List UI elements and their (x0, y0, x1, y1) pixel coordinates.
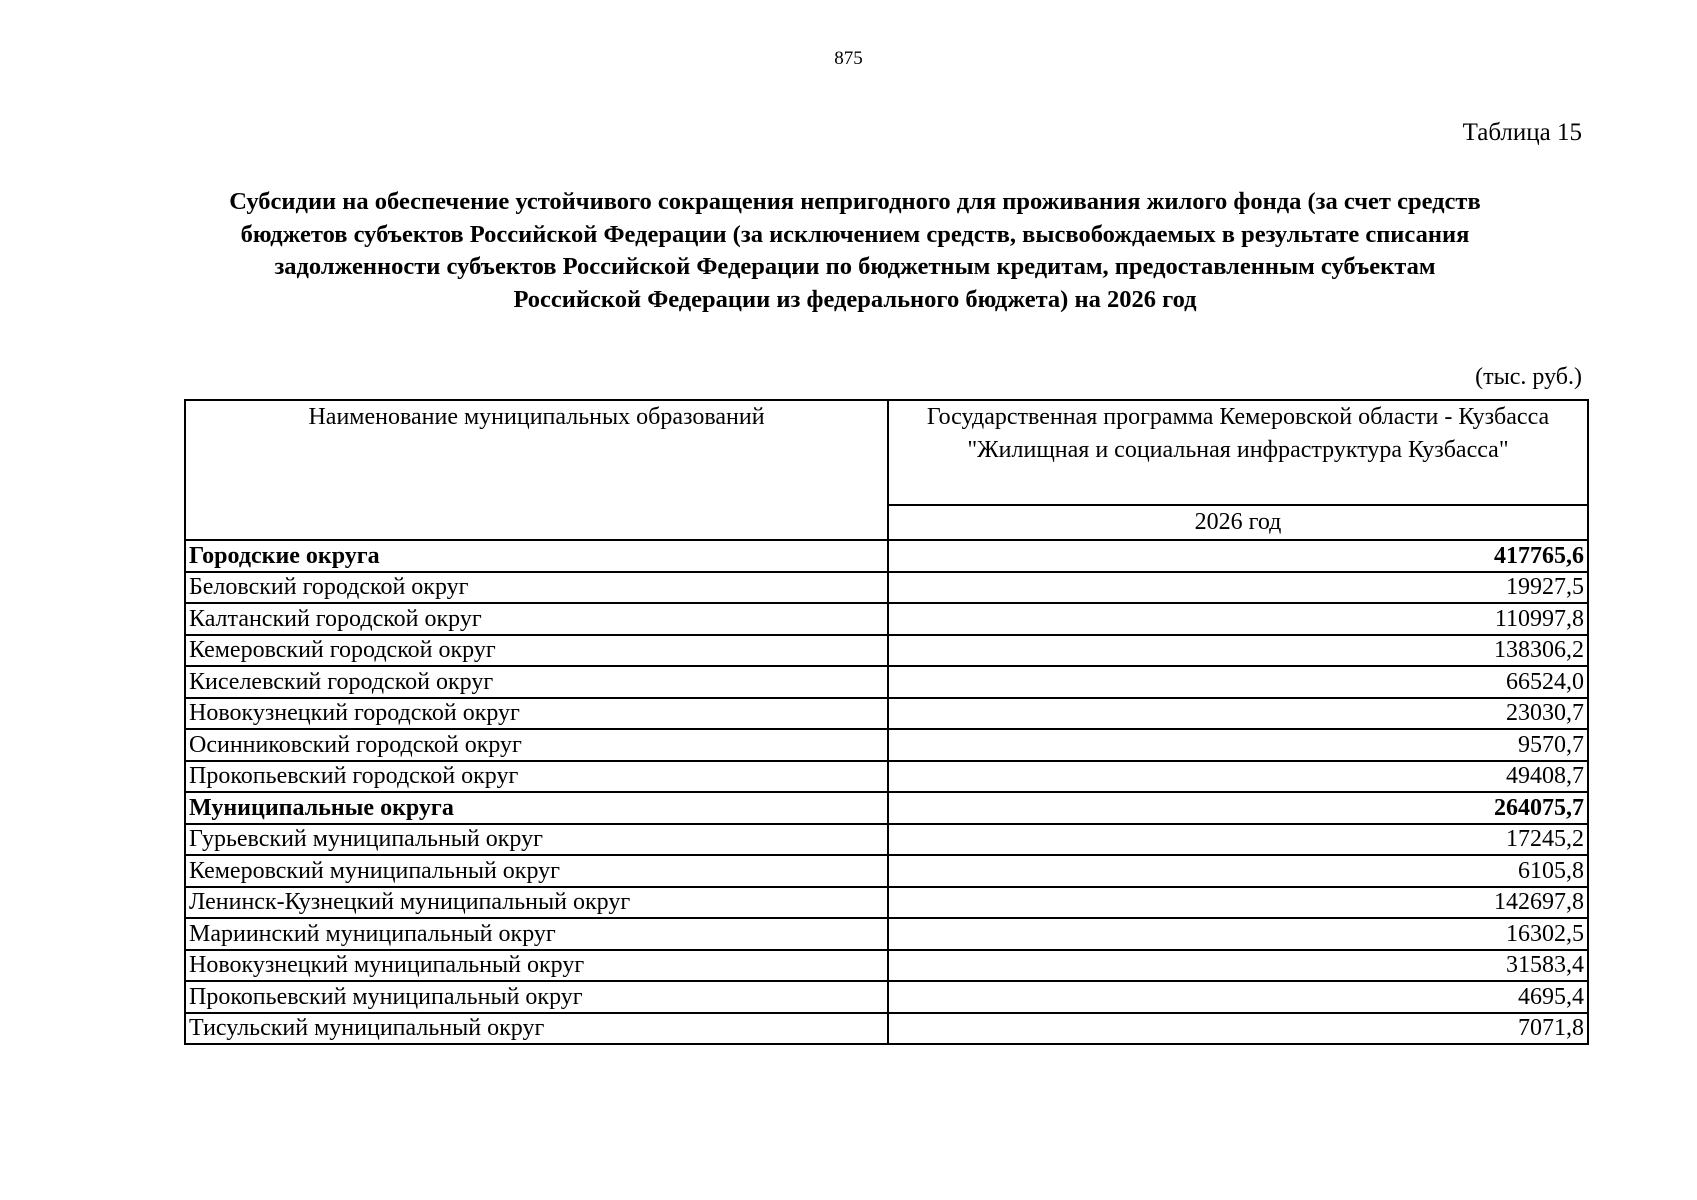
table-row (185, 603, 1588, 635)
municipality-name-cell: Осинниковский городской округ (185, 729, 888, 761)
header-program-line: "Жилищная и социальная инфраструктура Кузбасса" (967, 437, 1509, 463)
municipality-name-cell: Ленинск-Кузнецкий муниципальный округ (185, 887, 888, 919)
municipality-name-cell: Прокопьевский городской округ (185, 761, 888, 793)
table-row (185, 1013, 1588, 1045)
header-program (888, 400, 1588, 505)
municipality-name-cell: Киселевский городской округ (185, 666, 888, 698)
table-group-row (185, 792, 1588, 824)
subsidy-value-cell: 142697,8 (888, 887, 1588, 919)
subsidy-value-cell: 49408,7 (888, 761, 1588, 793)
header-year: 2026 год (888, 505, 1588, 540)
municipality-name-cell: Прокопьевский муниципальный округ (185, 981, 888, 1013)
subsidy-value-cell: 7071,8 (888, 1013, 1588, 1045)
table-group-row (185, 540, 1588, 572)
municipality-name-cell: Калтанский городской округ (185, 603, 888, 635)
municipality-name-cell: Муниципальные округа (185, 792, 888, 824)
subsidy-value-cell: 4695,4 (888, 981, 1588, 1013)
table-label: Таблица 15 (1462, 119, 1582, 146)
subsidy-table (184, 399, 1589, 1045)
municipality-name-cell: Мариинский муниципальный округ (185, 918, 888, 950)
subsidy-value-cell: 6105,8 (888, 855, 1588, 887)
municipality-name-cell: Кемеровский муниципальный округ (185, 855, 888, 887)
title-line: Российской Федерации из федерального бюджета) на 2026 год (513, 285, 1197, 313)
units-label: (тыс. руб.) (1475, 364, 1582, 390)
municipality-name-cell: Новокузнецкий городской округ (185, 698, 888, 730)
table-row (185, 761, 1588, 793)
table-row (185, 635, 1588, 667)
title-line: бюджетов субъектов Российской Федерации (за исключением средств, высвобождаемых в результате списания (240, 220, 1470, 248)
table-row (185, 981, 1588, 1013)
table-row (185, 855, 1588, 887)
page-number: 875 (834, 48, 863, 69)
municipality-name-cell: Тисульский муниципальный округ (185, 1013, 888, 1045)
municipality-name-cell: Беловский городской округ (185, 572, 888, 604)
table-row (185, 950, 1588, 982)
table-row (185, 698, 1588, 730)
title-line: Субсидии на обеспечение устойчивого сокращения непригодного для проживания жилого фонда (за счет средств (229, 188, 1481, 215)
table-row (185, 887, 1588, 919)
table-header-row (185, 400, 1588, 505)
document-title (190, 186, 1520, 316)
subsidy-value-cell: 110997,8 (888, 603, 1588, 635)
table-row (185, 729, 1588, 761)
table-row (185, 666, 1588, 698)
subsidy-value-cell: 417765,6 (888, 540, 1588, 572)
subsidy-value-cell: 16302,5 (888, 918, 1588, 950)
municipality-name-cell: Новокузнецкий муниципальный округ (185, 950, 888, 982)
subsidy-value-cell: 31583,4 (888, 950, 1588, 982)
subsidy-value-cell: 264075,7 (888, 792, 1588, 824)
table-row (185, 824, 1588, 856)
subsidy-value-cell: 19927,5 (888, 572, 1588, 604)
subsidy-value-cell: 17245,2 (888, 824, 1588, 856)
table-row (185, 572, 1588, 604)
municipality-name-cell: Гурьевский муниципальный округ (185, 824, 888, 856)
municipality-name-cell: Кемеровский городской округ (185, 635, 888, 667)
header-municipality-name: Наименование муниципальных образований (185, 400, 888, 540)
municipality-name-cell: Городские округа (185, 540, 888, 572)
subsidy-value-cell: 23030,7 (888, 698, 1588, 730)
header-program-line: Государственная программа Кемеровской области - Кузбасса (926, 404, 1550, 430)
subsidy-value-cell: 138306,2 (888, 635, 1588, 667)
subsidy-value-cell: 9570,7 (888, 729, 1588, 761)
title-line: задолженности субъектов Российской Федерации по бюджетным кредитам, предоставленным субъектам (274, 253, 1436, 280)
subsidy-value-cell: 66524,0 (888, 666, 1588, 698)
table-row (185, 918, 1588, 950)
